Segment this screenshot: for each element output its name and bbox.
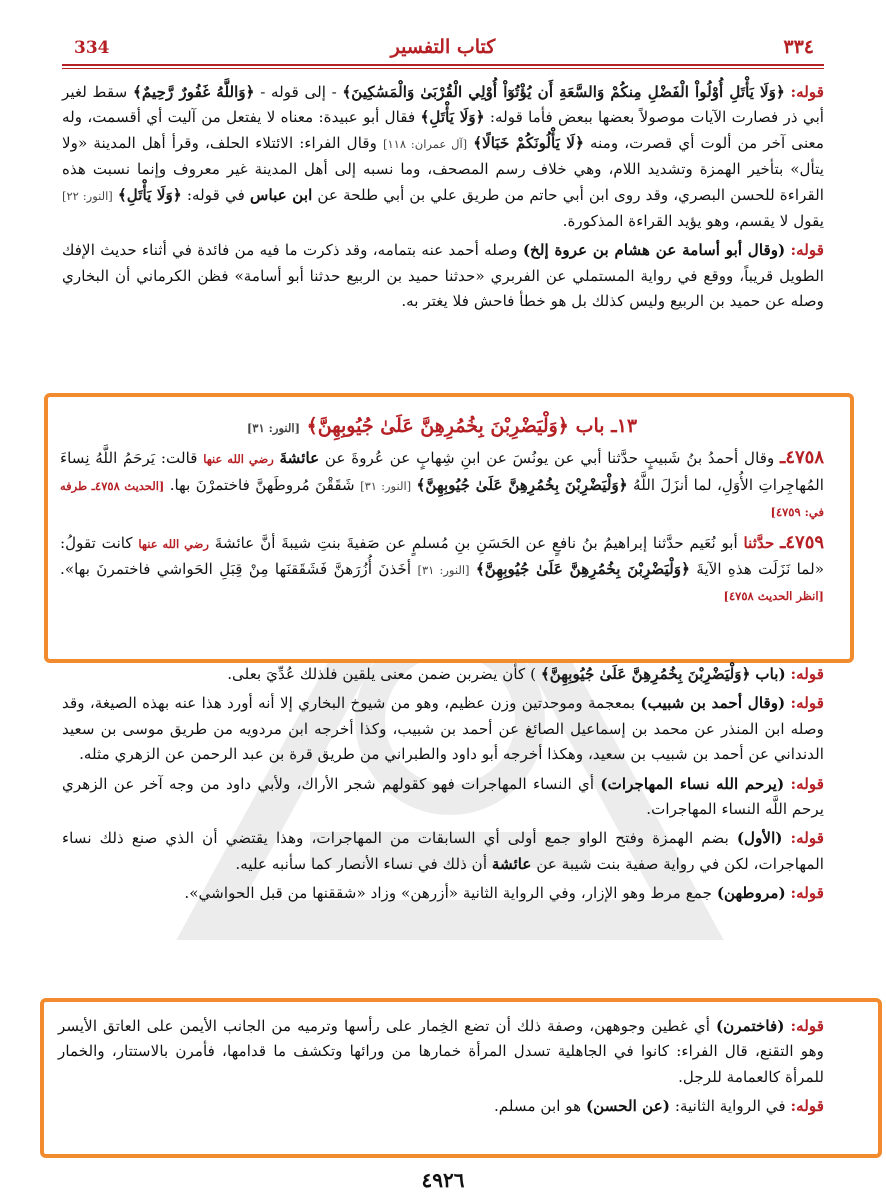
qawluhu-label: قوله: — [790, 83, 825, 101]
paragraph-murutihinna — [62, 881, 824, 906]
text-segment: أي النساء المهاجرات فهو كقولهم شجر الأراك، ولأبي داود من وجه آخر عن الزهري يرحم اللَّه النساء المهاجرات. — [62, 774, 824, 819]
bab-verse: ﴿وَلْيَضْرِبْنَ بِخُمُرِهِنَّ عَلَىٰ جُيُوبِهِنَّ﴾ — [306, 415, 569, 437]
bold-phrase: (الأول) — [736, 829, 783, 848]
paragraph-ahmad-shabib — [62, 691, 824, 767]
verse-text: ﴿وَلَا يَأْتَلِ﴾ — [117, 185, 182, 204]
verse-text: ﴿وَلَا يَأْتَلِ﴾ — [420, 108, 485, 127]
text-segment: أن ذلك في نساء الأنصار كما سأنبه عليه. — [235, 854, 488, 873]
commentary-bottom — [58, 1014, 824, 1124]
paragraph-abu-usama — [62, 238, 824, 314]
text-segment: قالت: يَرحَمُ اللَّهُ نِساءَ المُهاجِراتِ الأُوَلِ، لما أنزَلَ اللَّهُ — [60, 449, 825, 494]
verse-reference: [آل عمران: ١١٨] — [382, 136, 468, 151]
qawluhu-label: قوله: — [790, 694, 825, 713]
bold-phrase: (باب — [755, 665, 786, 683]
text-segment: يقول لا يقسم، وهو يؤيد القراءة المذكورة. — [562, 212, 824, 231]
text-segment: وقال أحمدُ بنُ شَبيبٍ حدَّثنا أبي عن يونُسَ عن ابنِ شِهابٍ عن عُروةَ عن — [324, 449, 775, 468]
text-segment: وقال الفراء: الائتلاء الحلف، وقرأ أهل المدينة «ولا يتأل» بتأخير الهمزة وتشديد اللام، وهي خلاف رسم المصحف، وما نسبه إلى أهل المدينة غير معروف وإنما نسبت هذه القراءة للحسن البصري، وقد روى ابن أبي حاتم من طريق علي بن أبي طلحة عن — [62, 133, 825, 204]
paragraph-ayat-ila — [62, 80, 824, 234]
bold-phrase: (عن الحسن) — [585, 1097, 670, 1116]
bab-number: ١٣ـ باب — [575, 415, 638, 437]
text-segment: في قوله: — [186, 185, 245, 204]
bold-phrase: (فاختمرن) — [715, 1017, 785, 1035]
verse-text: ﴿وَلْيَضْرِبْنَ بِخُمُرِهِنَّ عَلَىٰ جُيُوبِهِنَّ﴾ — [540, 665, 751, 683]
text-segment: ) كأن يضربن ضمن معنى يلقين فلذلك عُدِّيَ بعلى. — [227, 665, 537, 683]
qawluhu-label: قوله: — [790, 241, 825, 260]
text-segment: كانت تقولُ: «لما نَزَلَت هذهِ الآيةَ — [60, 533, 824, 579]
verse-text: ﴿وَاللَّهُ غَفُورٌ رَّحِيمٌ﴾ — [133, 83, 255, 101]
qawluhu-label: قوله: — [790, 774, 824, 793]
verse-reference: [النور: ٢٢] — [62, 188, 113, 203]
hadith-4759 — [60, 530, 824, 610]
text-segment: سقط لغير أبي ذر فصارت الآيات موصولاً بعضها ببعض فأما قوله: — [62, 83, 825, 127]
page-footer-number: ٤٩٢٦ — [421, 1168, 465, 1192]
page-number-arabic: ٣٣٤ — [783, 36, 814, 58]
text-segment: وصله أحمد عنه بتمامه، وقد ذكرت ما فيه من فائدة في أثناء حديث الإفك الطويل قريباً، ووقع في رواية المستملي عن الفربري «حدثنا حميد بن الربيع حدثنا أبو أسامة» فظن الكرماني أن البخاري وصله عن حميد بن الربيع وليس كذلك بل هو خطأ فاحش فلا يغتر به. — [62, 241, 824, 311]
qawluhu-label: قوله: — [790, 829, 825, 848]
narrator-name: ابن عباس — [249, 185, 313, 204]
verse-reference: [النور: ٣١] — [360, 478, 412, 493]
narrator-name: عائشةَ — [279, 449, 320, 468]
text-segment: أي غطين وجوههن، وصفة ذلك أن تضع الخِمار على رأسها وترميه من الجانب الأيمن على العاتق الأيسر وهو التقنع، قال الفراء: كانوا في الجاهلية تسدل المرأة خمارها من ورائها وتكشف ما قدامها، فأمرن بالاستتار، والخمار للمرأة كالعمامة للرجل. — [58, 1017, 824, 1086]
text-segment: أبو نُعَيم حدَّثنا إبراهيمُ بنُ نافعٍ عن الحَسَنِ بنِ مُسلمٍ عن صَفيةَ بنتِ شيبةَ أنَّ عائشةَ — [214, 533, 738, 552]
haddathana-label: حدَّثنا — [743, 533, 775, 552]
hadith-cross-reference: [انظر الحديث ٤٧٥٨] — [723, 589, 824, 604]
text-segment: هو ابن مسلم. — [493, 1097, 582, 1116]
page-number-latin: 334 — [74, 38, 110, 58]
paragraph-fakhtamirna — [58, 1014, 824, 1090]
verse-reference: [النور: ٣١] — [417, 563, 470, 578]
text-segment: أخَذنَ أُزُرَهنَّ فَشَقَقنَها مِنْ قِبَلِ الحَواشي فاختمرنَ بها». — [60, 560, 412, 579]
header-rule-thin — [62, 68, 824, 69]
hadith-number: ٤٧٥٨ـ — [780, 447, 824, 469]
text-segment: في الرواية الثانية: — [674, 1097, 786, 1116]
commentary-top — [62, 80, 824, 319]
verse-text: ﴿وَلْيَضْرِبْنَ بِخُمُرِهِنَّ عَلَىٰ جُيُوبِهِنَّ﴾ — [475, 560, 691, 579]
bold-phrase: (وقال أحمد بن شبيب) — [640, 694, 786, 713]
verse-text: ﴿وَلْيَضْرِبْنَ بِخُمُرِهِنَّ عَلَىٰ جُيُوبِهِنَّ﴾ — [416, 475, 628, 494]
qawluhu-label: قوله: — [790, 1017, 824, 1035]
honorific: رضي الله عنها — [138, 536, 209, 551]
hadith-number: ٤٧٥٩ـ — [780, 531, 825, 553]
text-segment: شَقَقْنَ مُروطَهنَّ فاختمرْنَ بها. — [169, 475, 355, 494]
bold-phrase: (مروطهن) — [716, 884, 786, 903]
paragraph-bab — [62, 662, 824, 687]
text-segment: - إلى قوله - — [260, 83, 337, 101]
verse-reference: [النور: ٣١] — [246, 421, 301, 435]
qawluhu-label: قوله: — [790, 1097, 824, 1116]
hadith-section — [60, 414, 824, 614]
qawluhu-label: قوله: — [790, 665, 824, 683]
paragraph-al-uwal — [62, 826, 824, 877]
narrator-name: عائشة — [491, 854, 532, 873]
text-segment: جمع مرط وهو الإزار، وفي الرواية الثانية «أزرهن» وزاد «شققنها من قبل الحواشي». — [184, 884, 712, 903]
honorific: رضي الله عنها — [203, 452, 274, 467]
text-segment: فقال أبو عبيدة: معناه لا يفتعل من آليت أي أقسمت، وله معنى آخر من ألوت أي قصرت، ومنه — [62, 108, 824, 152]
bold-phrase: (يرحم الله نساء المهاجرات) — [600, 774, 785, 793]
qawluhu-label: قوله: — [790, 884, 824, 903]
text-segment: بضم الهمزة وفتح الواو جمع أولى أي السابقات من المهاجرات، وهذا يقتضي أن الذي صنع ذلك نساء المهاجرات، لكن في رواية صفية بنت شيبة عن — [62, 829, 824, 873]
commentary-middle — [62, 662, 824, 911]
hadith-cross-reference: [الحديث ٤٧٥٨ـ طرفه في: ٤٧٥٩] — [60, 478, 824, 520]
header-rule — [62, 64, 824, 66]
book-title: كتاب التفسير — [390, 36, 496, 58]
paragraph-yarham — [62, 772, 824, 823]
hadith-4758 — [60, 445, 824, 525]
text-segment: بمعجمة وموحدتين وزن عظيم، وهو من شيوخ البخاري إلا أنه أورد هذا عنه بهذه الصيغة، وقد وصله ابن المنذر عن محمد بن إسماعيل الصائغ عن أحمد بن شبيب، وكذا أخرجه ابن مردويه من طريق موسى بن سعيد الدنداني عن أحمد بن شبيب بن سعيد، وهكذا أخرجه أبو داود والطبراني من طريق قرة بن عبد الرحمن عن الزهري مثله. — [62, 694, 824, 764]
paragraph-al-hasan — [58, 1094, 824, 1119]
page-header — [62, 34, 824, 64]
bab-heading — [60, 414, 824, 441]
verse-text: ﴿وَلَا يَأْتَلِ أُوْلُواْ الْفَضْلِ مِنكُمْ وَالسَّعَةِ أَن يُؤْتُوٓاْ أُوْلِي الْقُرْبَىٰ وَالْمَسَٰكِينَ﴾ — [342, 83, 785, 101]
bold-phrase: (وقال أبو أسامة عن هشام بن عروة إلخ) — [522, 241, 786, 260]
verse-text: ﴿لَا يَأْلُونَكُمْ خَبَالًا﴾ — [473, 133, 584, 152]
